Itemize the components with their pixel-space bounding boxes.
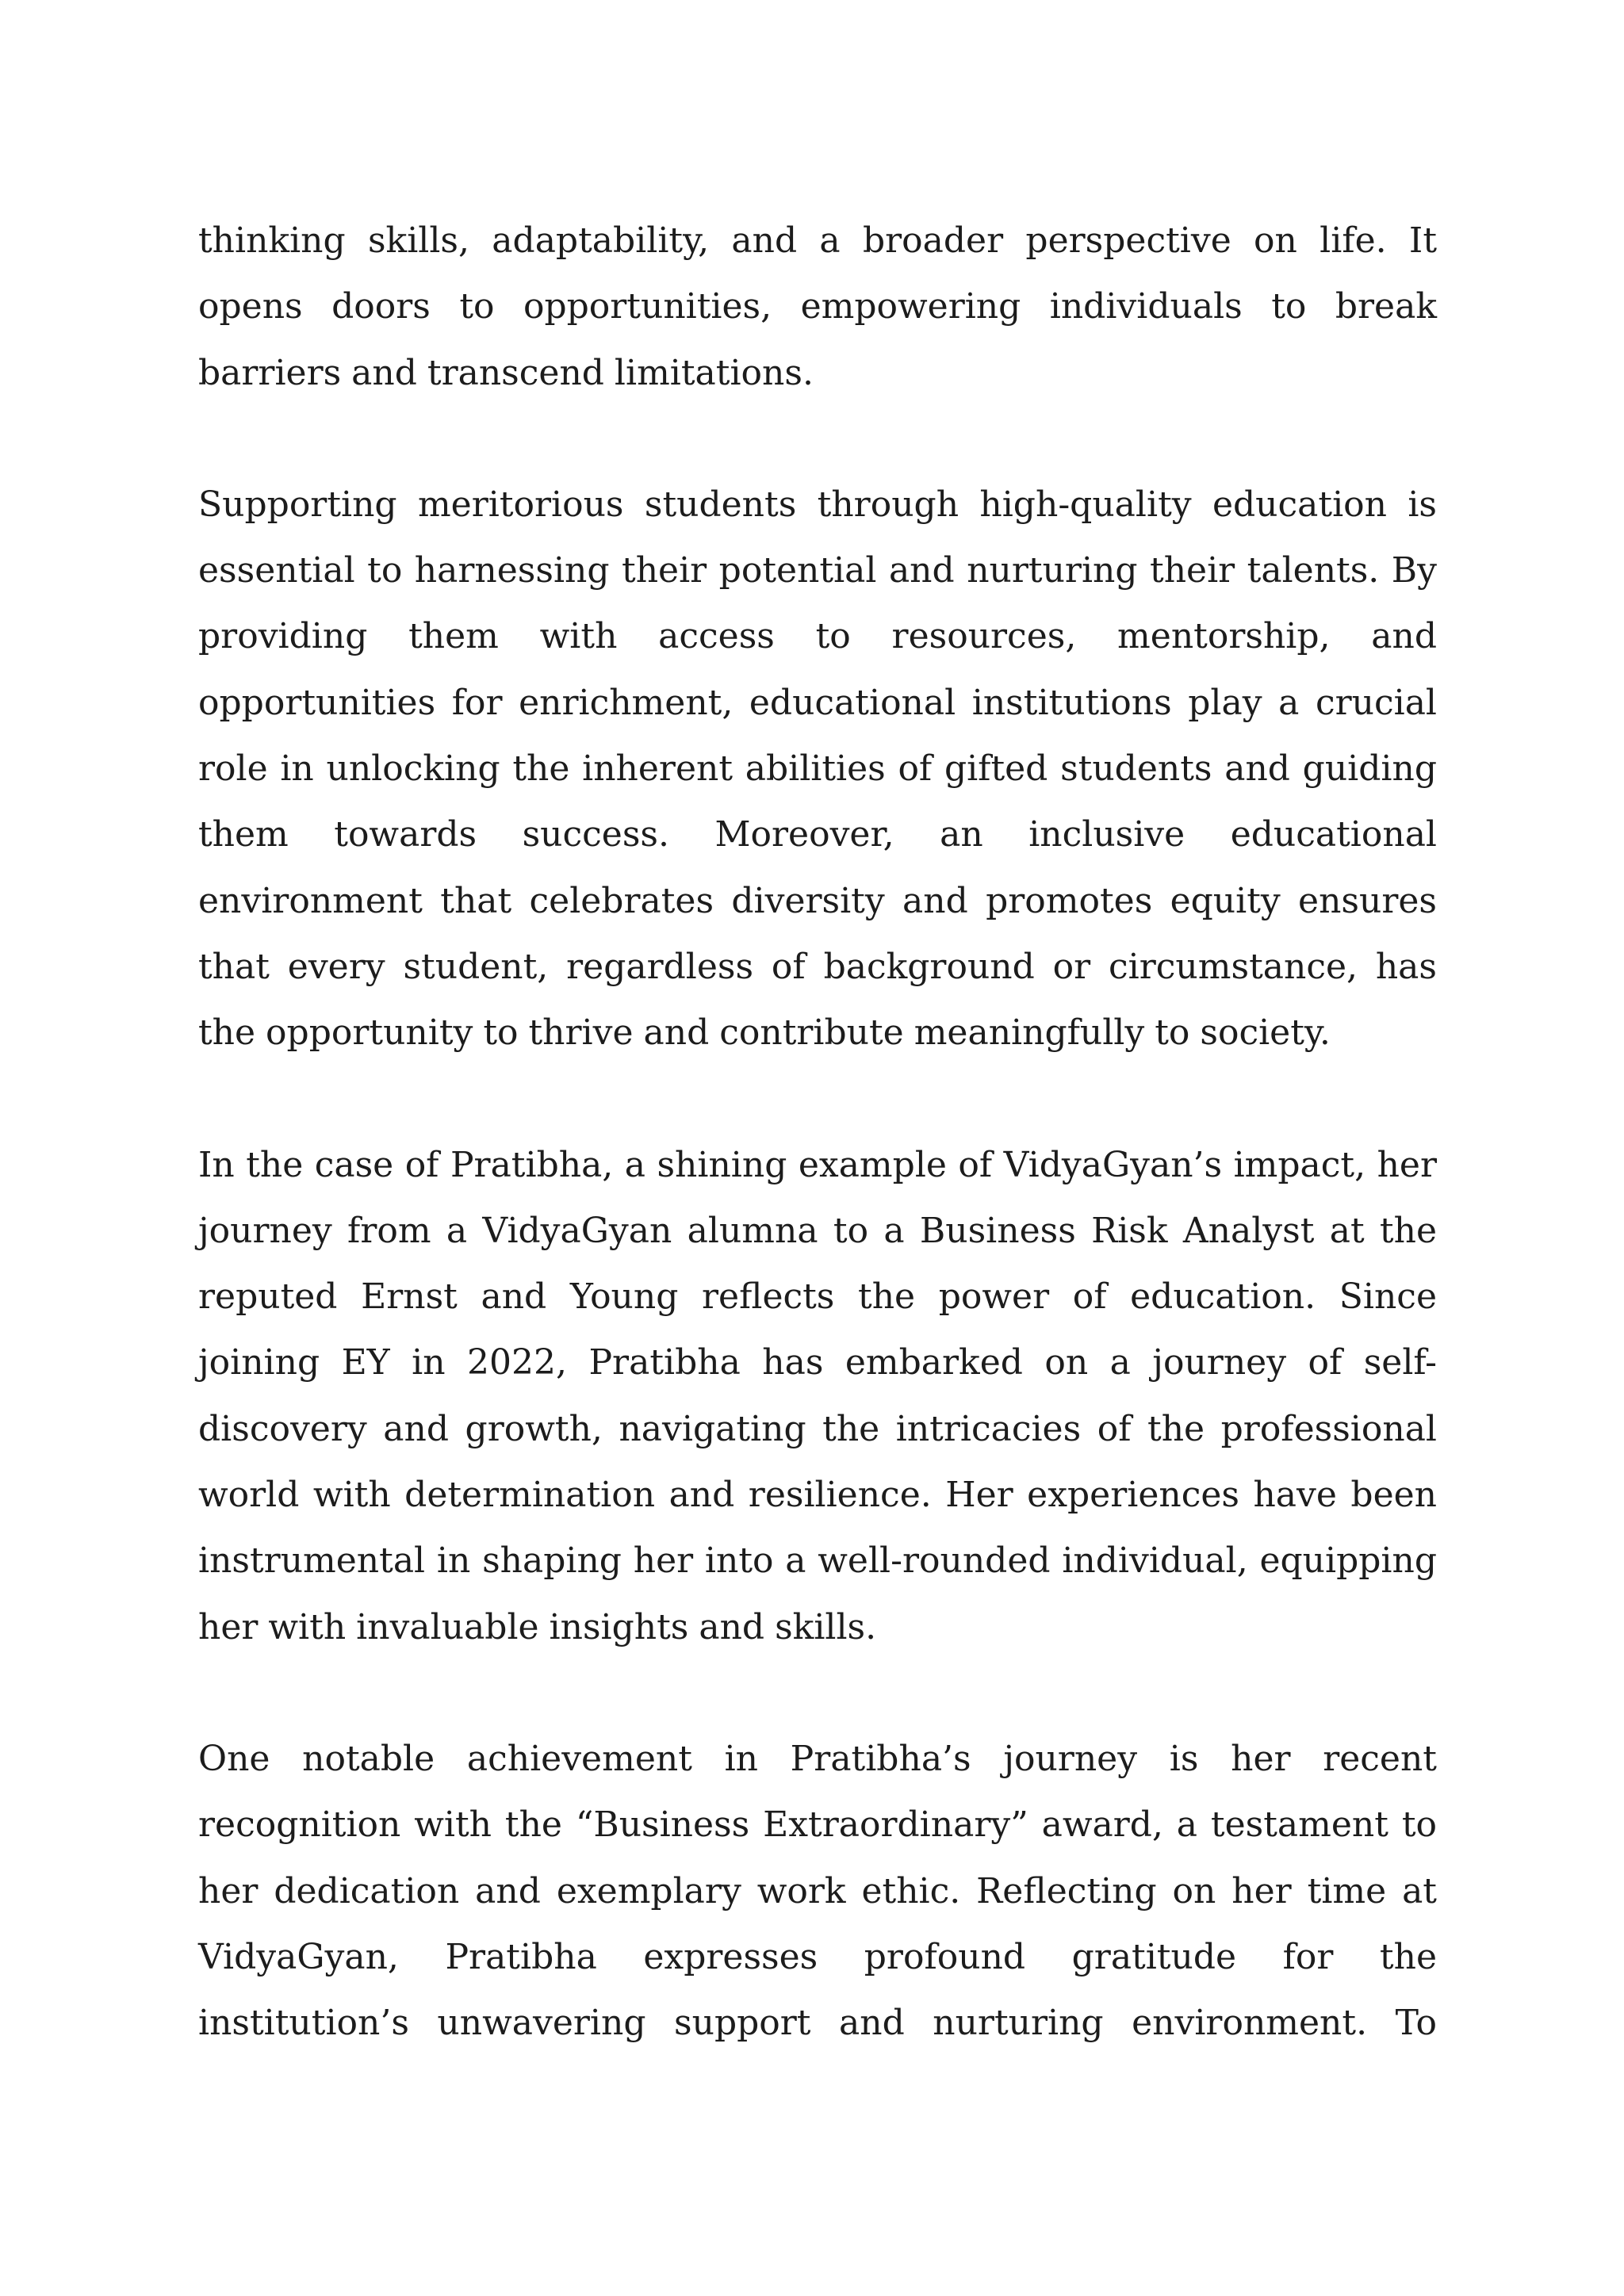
document-body [198,208,1437,2056]
paragraph-3: In the case of Pratibha, a shining example of VidyaGyan’s impact, her journey from a VidyaGyan alumna to a Business Risk Analyst at the reputed Ernst and Young reflects the power of education. Since joining EY in 2022, Pratibha has embarked on a journey of self-discovery and growth, navigating the intricacies of the professional world with determination and resilience. Her experiences have been instrumental in shaping her into a well-rounded individual, equipping her with invaluable insights and skills. [198,1144,1437,1647]
paragraph-2: Supporting meritorious students through high-quality education is essential to harnessing their potential and nurturing their talents. By providing them with access to resources, mentorship, and opportunities for enrichment, educational institutions play a crucial role in unlocking the inherent abilities of gifted students and guiding them towards success. Moreover, an inclusive educational environment that celebrates diversity and promotes equity ensures that every student, regardless of background or circumstance, has the opportunity to thrive and contribute meaningfully to society. [198,484,1437,1054]
paragraph-4: One notable achievement in Pratibha’s journey is her recent recognition with the “Business Extraordinary” award, a testament to her dedication and exemplary work ethic. Reflecting on her time at VidyaGyan, Pratibha expresses profound gratitude for the institution’s unwavering support and nurturing environment. To [198,1738,1437,2044]
paragraph-1: thinking skills, adaptability, and a broader perspective on life. It opens doors to opportunities, empowering individuals to break barriers and transcend limitations. [198,220,1437,393]
